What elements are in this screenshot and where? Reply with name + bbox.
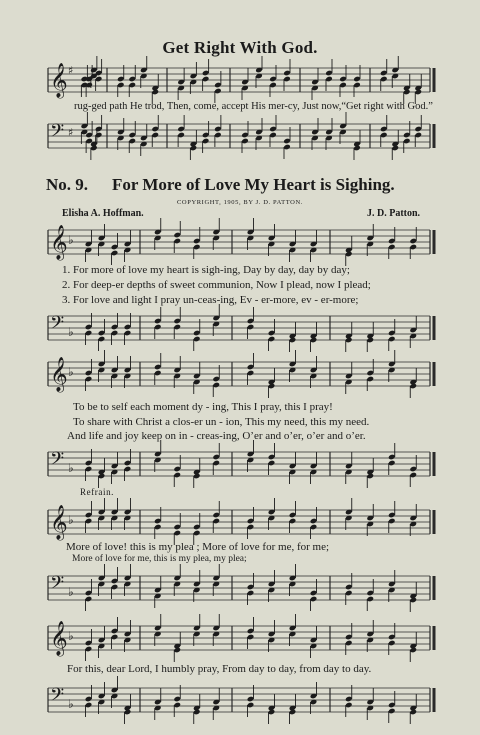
verse-1-line-a: 1. For more of love my heart is sigh-ing, Day by day, day by day; (62, 264, 350, 276)
verse-2-line-a: 2. For deep-er depths of sweet communion, Now I plead, now I plead; (62, 279, 371, 291)
final-line-lyric: For this, dear Lord, I humbly pray, From day to day, from day to day. (67, 663, 372, 675)
refrain-label: Refrain. (80, 487, 115, 497)
verse-1-line-b: To be to self each moment dy - ing, This I pray, this I pray! (73, 401, 333, 413)
bass-clef-icon: 𝄢 (50, 449, 65, 474)
sharp-icon: ♯ (68, 126, 74, 139)
flat-icon: ♭ (68, 513, 74, 527)
staff-prev-treble (0, 62, 480, 102)
copyright-notice: COPYRIGHT, 1905, BY J. D. PATTON. (177, 199, 303, 206)
hymn-number: No. 9. (46, 175, 89, 194)
flat-icon: ♭ (68, 461, 74, 475)
verse-3-line-b: And life and joy keep on in - creas-ing, O’er and o’er, o’er and o’er. (67, 430, 366, 442)
sharp-icon: ♯ (68, 64, 74, 77)
flat-icon: ♭ (68, 325, 74, 339)
treble-clef-icon: 𝄞 (50, 505, 68, 540)
staff-4-treble (0, 620, 480, 660)
flat-icon: ♭ (68, 697, 74, 711)
previous-hymn-title: Get Right With God. (162, 38, 318, 57)
verse-3-line-a: 3. For love and light I pray un-ceas-ing, Ev - er-more, ev - er-more; (62, 294, 359, 306)
treble-clef-icon: 𝄞 (50, 63, 68, 98)
staff-4-bass (0, 682, 480, 722)
lyricist-credit: Elisha A. Hoffman. (62, 208, 144, 219)
bass-clef-icon: 𝄢 (50, 313, 65, 338)
treble-clef-icon: 𝄞 (50, 225, 68, 260)
treble-clef-icon: 𝄞 (50, 357, 68, 392)
bass-clef-icon: 𝄢 (50, 573, 65, 598)
staff-1-bass (0, 310, 480, 350)
staff-prev-bass (0, 118, 480, 158)
bass-clef-icon: 𝄢 (50, 121, 65, 146)
refrain-soprano-lyric: More of love! this is my plea ; More of love for me, for me; (66, 541, 330, 553)
flat-icon: ♭ (68, 585, 74, 599)
hymn-title: For More of Love My Heart is Sighing. (112, 175, 395, 194)
composer-credit: J. D. Patton. (367, 208, 421, 219)
flat-icon: ♭ (68, 365, 74, 379)
bass-clef-icon: 𝄢 (50, 685, 65, 710)
verse-2-line-b: To share with Christ a clos-er un - ion, This my need, this my need. (73, 416, 370, 428)
staff-2-treble (0, 356, 480, 396)
staff-1-treble (0, 224, 480, 264)
staff-3-bass (0, 570, 480, 610)
flat-icon: ♭ (68, 233, 74, 247)
staff-2-bass (0, 446, 480, 486)
flat-icon: ♭ (68, 629, 74, 643)
refrain-bass-lyric: More of love for me, this is my plea, my plea; (72, 554, 247, 564)
staff-3-treble (0, 504, 480, 544)
previous-hymn-lyric: rug-ged path He trod, Then, come, accept His mer-cy, Just now,“Get right with God.” (74, 101, 433, 112)
treble-clef-icon: 𝄞 (50, 621, 68, 656)
